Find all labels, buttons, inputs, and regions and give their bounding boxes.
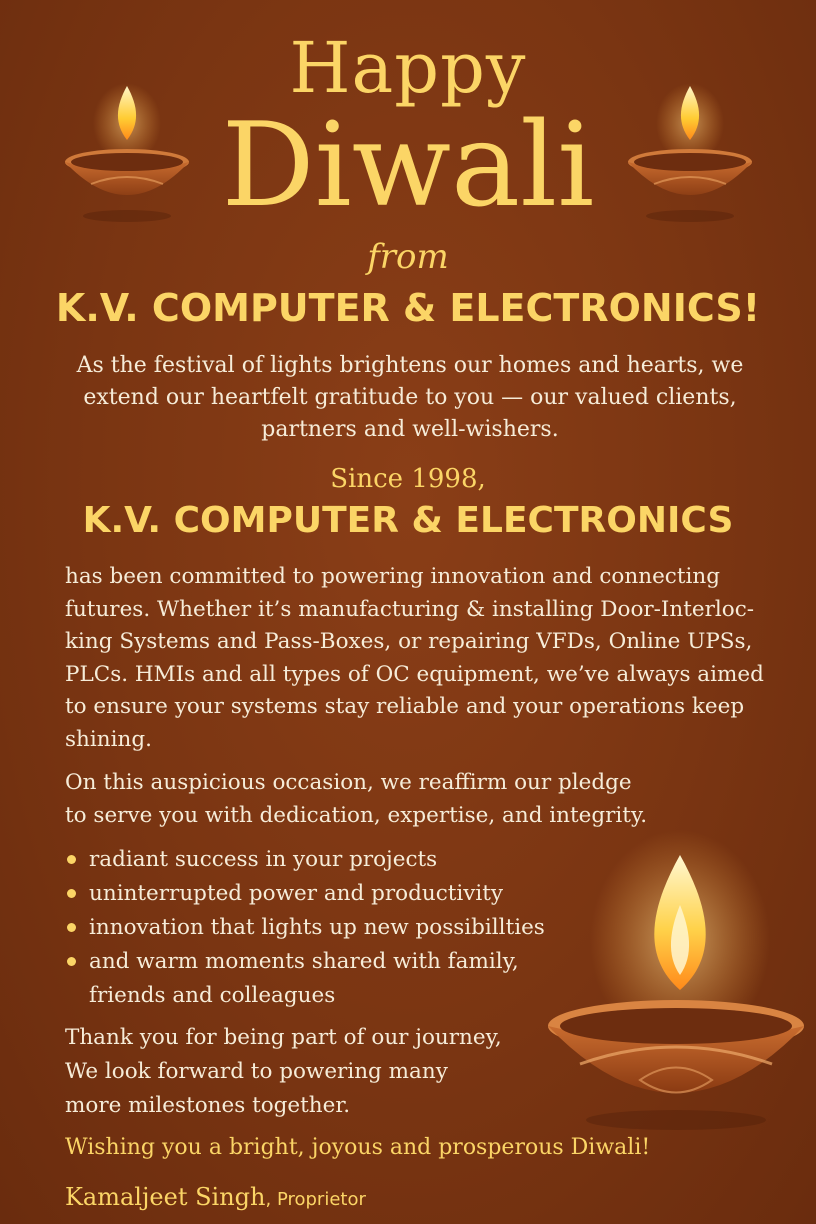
greeting-happy: Happy bbox=[289, 27, 527, 109]
body-line: to ensure your systems stay reliable and your operations keep bbox=[65, 694, 745, 720]
wish-item bbox=[65, 945, 545, 1013]
wish-item bbox=[65, 877, 545, 911]
closing-wish: Wishing you a bright, joyous and prosperous Diwali! bbox=[65, 1135, 651, 1160]
intro-line: As the festival of lights brightens our homes and hearts, we bbox=[76, 353, 744, 378]
signature-name: Kamaljeet Singh bbox=[65, 1183, 266, 1211]
wish-line: friends and colleagues bbox=[89, 983, 336, 1008]
intro-line: partners and well-wishers. bbox=[261, 417, 559, 442]
company-name-heading: K.V. COMPUTER & ELECTRONICS! bbox=[55, 286, 761, 330]
body-line: shining. bbox=[65, 726, 152, 752]
thanks-line: more milestones together. bbox=[65, 1093, 351, 1118]
body-line: king Systems and Pass-Boxes, or repairing VFDs, Online UPSs, bbox=[65, 629, 753, 655]
wish-line: and warm moments shared with family, bbox=[89, 949, 519, 974]
thanks-paragraph bbox=[65, 1021, 765, 1123]
intro-paragraph bbox=[60, 350, 760, 446]
since-year: Since 1998, bbox=[330, 464, 486, 494]
body-line: PLCs. HMIs and all types of OC equipment, we’ve always aimed bbox=[65, 661, 764, 687]
body-paragraph bbox=[65, 561, 765, 757]
pledge-line: to serve you with dedication, expertise, and integrity. bbox=[65, 802, 648, 828]
wishes-list bbox=[65, 843, 545, 1013]
wish-item bbox=[65, 843, 545, 877]
wish-line: uninterrupted power and productivity bbox=[89, 881, 504, 906]
wish-line: innovation that lights up new possibillties bbox=[89, 915, 545, 940]
intro-line: extend our heartfelt gratitude to you — our valued clients, bbox=[83, 385, 737, 410]
greeting-from: from bbox=[367, 237, 449, 277]
body-line: has been committed to powering innovation and connecting bbox=[65, 564, 720, 589]
pledge-paragraph bbox=[65, 767, 765, 832]
wish-line: radiant success in your projects bbox=[89, 847, 438, 872]
signature-role: , Proprietor bbox=[265, 1189, 366, 1210]
body-line: futures. Whether it’s manufacturing & installing Door-Interloc- bbox=[65, 596, 755, 622]
greeting-diwali: Diwali bbox=[221, 98, 595, 233]
thanks-line: Thank you for being part of our journey, bbox=[65, 1025, 502, 1050]
signature bbox=[65, 1180, 366, 1217]
wish-item bbox=[65, 911, 545, 945]
pledge-line: On this auspicious occasion, we reaffirm our pledge bbox=[65, 770, 632, 795]
thanks-line: We look forward to powering many bbox=[65, 1059, 448, 1084]
company-name-subheading: K.V. COMPUTER & ELECTRONICS bbox=[82, 500, 734, 541]
